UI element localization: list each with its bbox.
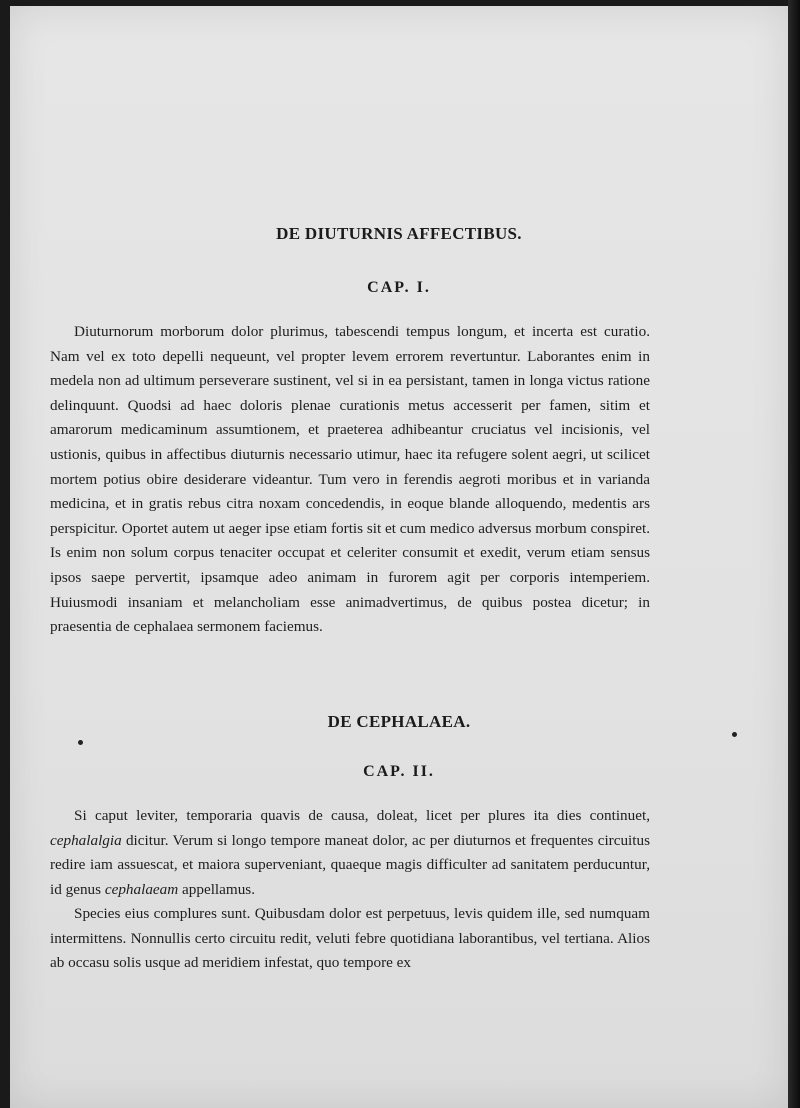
chapter-heading-2: CAP. II. — [363, 763, 435, 780]
ink-speck — [732, 732, 737, 737]
section-title-diuturnis: DE DIUTURNIS AFFECTIBUS. — [276, 224, 522, 243]
paragraph-si-caput — [50, 804, 650, 902]
term-cephalalgia: cephalalgia — [50, 831, 122, 849]
chapter-heading-1: CAP. I. — [367, 279, 431, 296]
section-title-cephalaea: DE CEPHALAEA. — [327, 712, 471, 731]
paragraph-text-part: Si caput leviter, temporaria quavis de causa, doleat, licet per plures ita dies continuet, — [74, 807, 650, 824]
term-cephalaeam: cephalaeam — [104, 880, 179, 898]
paragraph-diuturnorum: Diuturnorum morborum dolor plurimus, tabescendi tempus longum, et incerta est curatio. Nam vel ex toto depelli nequeunt, vel propter levem errorem revertuntur. Laborantes enim in medela non ad ultimum perseverare sustinent, vel si in ea persistant, tamen in longa victus ratione delinquunt. Quodsi ad haec doloris plenae curationis metus accesserit per famen, sitim et amarorum medicaminum assumtionem, et praeterea adhibeantur cruciatus vel incisionis, vel ustionis, quibus in affectibus diuturnis necessario utimur, haec ita refugere solent aegri, ut scilicet mortem potius obire desiderare videantur. Tum vero in ferendis aegroti moribus et in varianda medicina, et in gratis rebus citra noxam concedendis, in eoque blande alloquendo, medentis ars perspicitur. Oportet autem ut aeger ipse etiam fortis sit et cum medico adversus morbum conspiret. Is enim non solum corpus tenaciter occupat et celeriter consumit et exedit, verum etiam sensus ipsos saepe pervertit, ipsamque adeo animam in furorem agit per corporis intemperiem. Huiusmodi insaniam et melancholiam esse animadvertimus, de quibus postea dicetur; in praesentia de cephalaea sermonem faciemus. — [50, 323, 650, 636]
paragraph-text-part: dicitur. Verum si longo tempore maneat dolor, ac per diuturnos et frequentes circuitus redire iam assuescat, et maiora superveniant, quaeque magis difficulter ad sanitatem perducuntur, id genus — [50, 831, 650, 898]
book-page — [10, 6, 788, 1108]
paragraph-species: Species eius complures sunt. Quibusdam dolor est perpetuus, levis quidem ille, sed numquam intermittens. Nonnullis certo circuitu redit, veluti febre quotidiana laborantibus, vel tertiana. Alios ab occasu solis usque ad meridiem infestat, quo tempore ex — [50, 905, 650, 972]
ink-speck — [78, 740, 83, 745]
scan-dark-edge — [788, 0, 800, 1108]
paragraph-text-part: appellamus. — [178, 880, 255, 898]
